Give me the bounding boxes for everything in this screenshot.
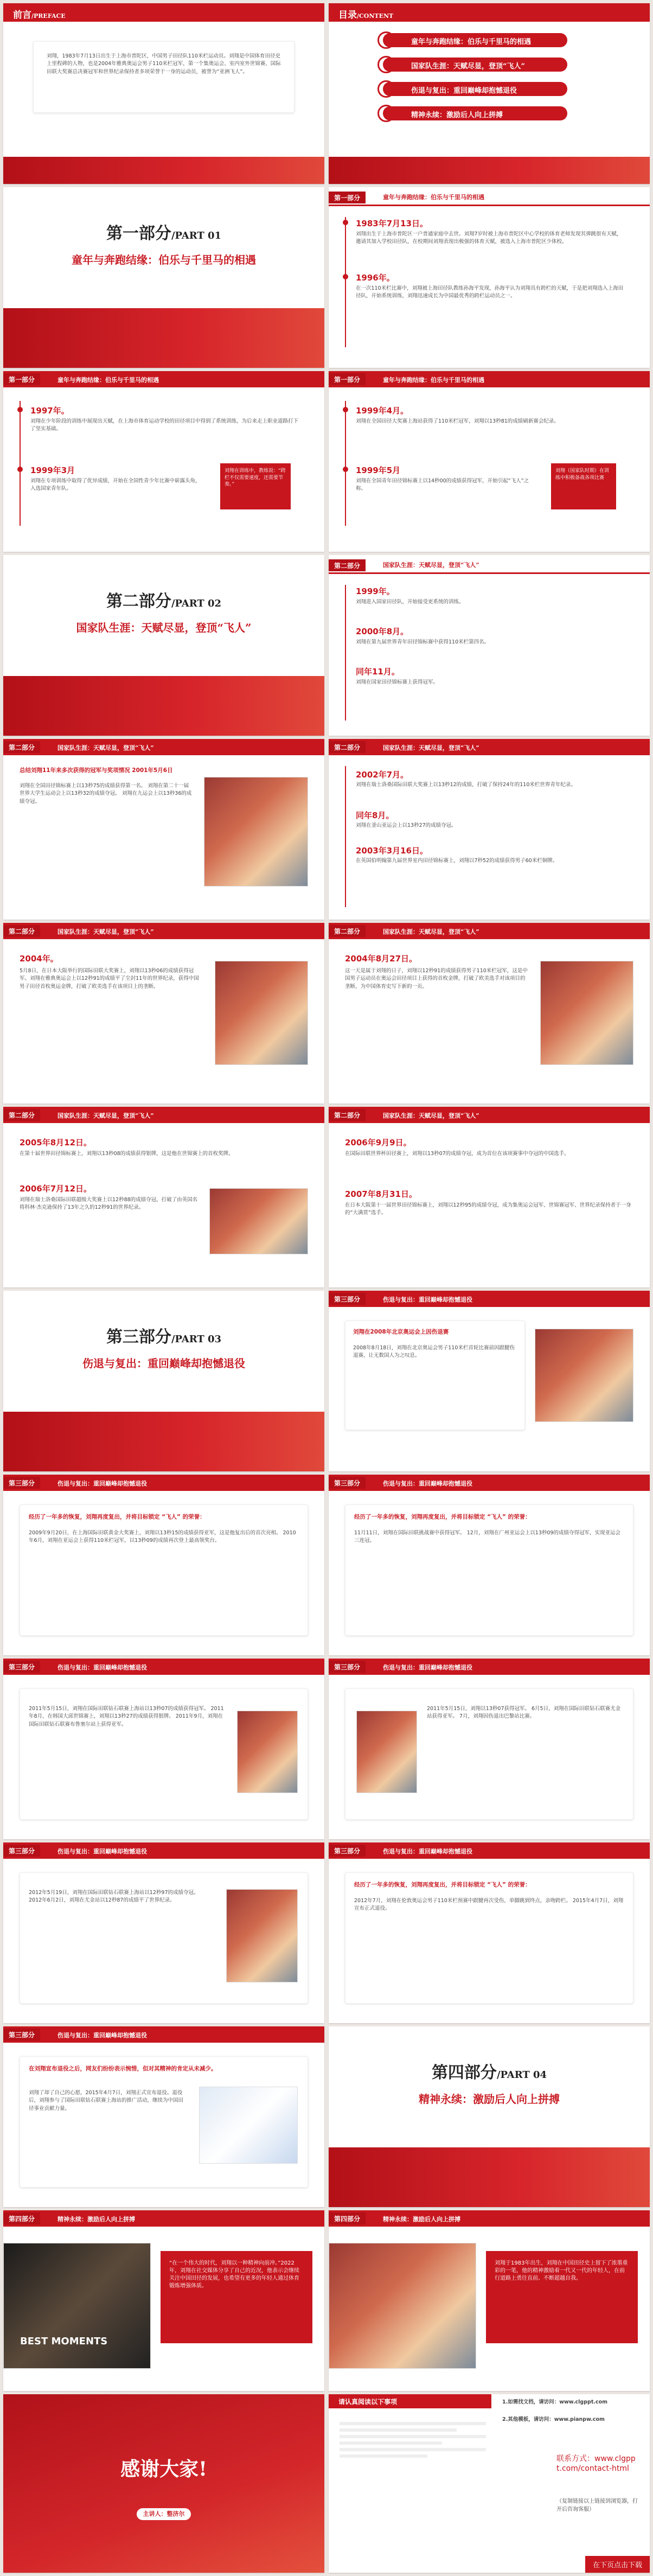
timeline-year: 1983年7月13日。	[356, 219, 428, 228]
section-tag: 第二部分	[329, 1109, 366, 1121]
timeline-year: 1999年。	[356, 586, 395, 596]
preface-title: 前言	[13, 10, 31, 21]
timeline-dot	[17, 467, 23, 472]
card-heading: 经历了一年多的恢复，刘翔再度复出，并将目标锁定 “飞人” 的荣誉：	[354, 1882, 531, 1888]
section-tag-subtitle: 伤退与复出：重回巅峰却抱憾退役	[383, 1848, 472, 1855]
part2-title-en: /PART 02	[171, 598, 222, 609]
slide-header-bar	[329, 371, 650, 387]
timeline-year: 2005年8月12日。	[20, 1138, 92, 1147]
timeline-line	[345, 585, 346, 720]
part1-subtitle: 童年与奔跑结缘：伯乐与千里马的相遇	[72, 253, 256, 266]
timeline-dot	[343, 467, 348, 472]
timeline-year: 2004年8月27日。	[345, 954, 418, 964]
presenter-badge: 主讲人：整济尔	[137, 2508, 191, 2520]
timeline-year: 同年8月。	[356, 811, 394, 820]
card-text: 2009年9月20日，在上海国际田联黄金大奖赛上，刘翔以13秒15的成绩获得亚军，这是他复出后的首次亮相。 2010年6月，刘翔在亚运会上获得110米栏冠军，以13秒09的成绩再次登上最高领奖台。	[29, 1530, 296, 1544]
timeline-dot	[343, 220, 348, 225]
section-tag-subtitle: 国家队生涯：天赋尽显，登顶“飞人”	[383, 744, 479, 751]
section-tag-subtitle: 精神永续：激励后人向上拼搏	[383, 2216, 460, 2223]
section-tag: 第二部分	[3, 925, 40, 937]
timeline-year: 2003年3月16日。	[356, 846, 428, 856]
timeline-text: 刘翔在瑞士洛桑国际田联超级大奖赛上以12秒88的成绩夺冠，打破了由英国名将科林·杰克逊保持了13年之久的12秒91的世界纪录。	[20, 1197, 198, 1211]
card-text: 11月11日，刘翔在国际田联挑战赛中获得冠军。 12月，刘翔在广州亚运会上以13秒09的成绩夺得冠军，实现亚运会三连冠。	[354, 1530, 620, 1544]
champion-photo	[540, 961, 633, 1065]
section-tag: 第三部分	[3, 2029, 40, 2041]
instructions-header: 请认真阅读以下事项	[338, 2398, 398, 2406]
section-tag-subtitle: 国家队生涯：天赋尽显，登顶“飞人”	[57, 928, 154, 935]
slide-header-bar	[3, 1659, 324, 1675]
timeline-text: 刘翔在全国青年田径锦标赛上以14秒00的成绩获得冠军，开始引起“飞人”之称。	[356, 478, 529, 492]
slide-part2-s6	[3, 1107, 324, 1287]
timeline-text: 刘翔在少年阶段的训练中展现出天赋，在上海市体育运动学校的田径项目中得到了系统训练，为后来走上职业道路打下了坚实基础。	[30, 418, 299, 432]
timeline-text: 刘翔在专项训练中取得了优异成绩，开始在全国性青少年比赛中崭露头角，入选国家青年队。	[30, 478, 201, 492]
toc-item[interactable]: 伤退与复出：重回巅峰却抱憾退役	[383, 82, 567, 96]
timeline-year: 1999年4月。	[356, 406, 409, 416]
timeline-year: 1997年。	[30, 406, 69, 416]
timeline-year: 2006年9月9日。	[345, 1138, 412, 1147]
part1-title: 第一部分	[106, 224, 171, 243]
decorative-band	[3, 157, 324, 184]
race-photo	[226, 1889, 298, 1982]
card-text: 2012年5月19日，刘翔在国际田联钻石联赛上海站以12秒97的成绩夺冠。 2012年6月2日，刘翔在尤金站以12秒87的成绩平了世界纪录。	[29, 1890, 199, 1904]
slide-part2-s1	[329, 555, 650, 736]
part4-title: 第四部分	[431, 2063, 497, 2082]
slide-part2-s7	[329, 1107, 650, 1287]
toc-item[interactable]: 国家队生涯：天赋尽显，登顶“飞人”	[383, 58, 567, 72]
card-text: 2012年7月，刘翔在伦敦奥运会男子110米栏预赛中跟腱再次受伤，单脚跳到终点，亲吻跨栏。 2015年4月7日，刘翔宣布正式退役。	[354, 1898, 624, 1912]
thanks-background	[3, 2394, 324, 2573]
toc-item[interactable]: 精神永续：激励后人向上拼搏	[383, 106, 567, 120]
section-tag: 第一部分	[329, 373, 366, 385]
news-screenshot	[199, 2087, 298, 2164]
content-card	[345, 1321, 525, 1430]
section-tag-subtitle: 伤退与复出：重回巅峰却抱憾退役	[57, 1848, 147, 1855]
section-tag: 第三部分	[3, 1661, 40, 1673]
card-heading: 刘翔在2008年北京奥运会上因伤退赛	[353, 1329, 449, 1335]
link-find-docs[interactable]: 1.如需找文档，请访问：www.clgppt.com	[502, 2399, 608, 2405]
timeline-year: 2006年7月12日。	[20, 1184, 92, 1194]
slide-header-bar	[3, 2026, 324, 2043]
quote-box: 刘翔在训练中，教练说：“跨栏不仅需要速度，还需要节奏。”	[220, 463, 291, 509]
content-card	[20, 1872, 308, 2004]
slide-part3-s1	[329, 1291, 650, 1471]
section-tag: 第三部分	[3, 1845, 40, 1857]
section-tag: 第三部分	[329, 1477, 366, 1489]
slide-part2-s3	[329, 739, 650, 920]
slide-part4-s1	[3, 2210, 324, 2391]
slide-part3-s8	[3, 2026, 324, 2207]
section-tag-subtitle: 国家队生涯：天赋尽显，登顶“飞人”	[383, 928, 479, 935]
header-line	[329, 205, 650, 206]
slide-part2-cover	[3, 555, 324, 736]
timeline-line	[345, 766, 346, 907]
section-tag: 第四部分	[329, 2212, 366, 2224]
timeline-text: 在日本大阪第十一届世界田径锦标赛上，刘翔以12秒95的成绩夺冠，成为集奥运会冠军、世锦赛冠军、世界纪录保持者于一身的“大满贯”选手。	[345, 1202, 631, 1216]
slide-header-bar	[3, 923, 324, 939]
section-tag-subtitle: 童年与奔跑结缘：伯乐与千里马的相遇	[383, 194, 484, 201]
link-templates[interactable]: 2.其他模板，请访问：www.pianpw.com	[502, 2416, 605, 2422]
section-tag-subtitle: 国家队生涯：天赋尽显，登顶“飞人”	[57, 744, 154, 751]
card-text: 2011年5月15日，刘翔以13秒07获得冠军。 6月5日，刘翔在国际田联钻石联赛尤金站获得亚军。 7月，刘翔因伤退出巴黎站比赛。	[427, 1706, 621, 1720]
section-tag: 第三部分	[329, 1661, 366, 1673]
slide-part3-s3	[329, 1475, 650, 1655]
contact-link[interactable]: 联系方式：www.clgppt.com/contact-html	[556, 2454, 636, 2473]
slide-header-bar	[3, 1475, 324, 1491]
section-tag-subtitle: 国家队生涯：天赋尽显，登顶“飞人”	[383, 1112, 479, 1119]
timeline-text: 在一次110米栏比赛中，刘翔被上海田径队教练孙海平发现，孙海平认为刘翔具有跨栏的天赋，于是把刘翔选入上海田径队，开始系统训练，刘翔迅速成长为中国最优秀的跨栏运动员之一。	[356, 285, 624, 299]
card-text: 2011年5月15日，刘翔在国际田联钻石联赛上海站以13秒07的成绩获得冠军。 2011年8月，在韩国大邱世锦赛上，刘翔以13秒27的成绩获得银牌。 2011年9月，刘翔在国际田联钻石联赛布鲁塞尔站上获得亚军。	[29, 1706, 224, 1727]
slide-header-bar	[329, 1842, 650, 1859]
quote-box: 刘翔（国家队时期）在训练中积极备战各项比赛	[551, 463, 616, 509]
section-tag: 第二部分	[329, 741, 366, 753]
timeline-text: 在英国伯明翰第九届世界室内田径锦标赛上，刘翔以7秒52的成绩获得男子60米栏铜牌。	[356, 858, 558, 864]
toc-item[interactable]: 童年与奔跑结缘：伯乐与千里马的相遇	[383, 33, 567, 47]
section-tag-subtitle: 伤退与复出：重回巅峰却抱憾退役	[57, 2032, 147, 2039]
section-tag-subtitle: 精神永续：激励后人向上拼搏	[57, 2216, 135, 2223]
part3-title-en: /PART 03	[171, 1334, 222, 1345]
timeline-dot	[343, 407, 348, 412]
injury-photo	[535, 1329, 633, 1422]
slide-header-bar	[3, 371, 324, 387]
section-tag: 第二部分	[329, 559, 366, 571]
instructions-body	[340, 2419, 486, 2461]
slide-part3-s4	[3, 1659, 324, 1839]
card-text: 2008年8月18日，刘翔在北京奥运会男子110米栏首轮比赛前因跟腱伤退赛，让无数国人为之叹息。	[353, 1345, 515, 1359]
photo-caption: BEST MOMENTS	[20, 2336, 108, 2347]
slide-header-bar	[329, 2210, 650, 2227]
decorative-band	[329, 157, 650, 184]
quote-box: “在一个伟大的时代，刘翔以一种精神向前冲。”2022年，刘翔在社交媒体分享了自己的近况，他表示会继续关注中国田径的发展，也希望有更多的年轻人通过体育锻炼增强体质。	[161, 2251, 312, 2343]
part4-title-en: /PART 04	[496, 2069, 547, 2081]
quote-box: 刘翔于1983年出生，刘翔在中国田径史上留下了浓墨重彩的一笔，他的精神激励着一代又一代的年轻人，在前行道路上勇往直前、不断超越自我。	[486, 2251, 638, 2343]
section-text: 5月8日，在日本大阪举行的国际田联大奖赛上，刘翔以13秒06的成绩获得冠军。刘翔在雅典奥运会上以12秒91的成绩平了尘封11年的世界纪录，获得中国男子田径首枚奥运金牌，打破了欧美选手在该项目上的垄断。	[20, 968, 199, 990]
slide-part2-s5	[329, 923, 650, 1104]
timeline-year: 1999年5月	[356, 466, 401, 475]
section-tag: 第三部分	[329, 1293, 366, 1305]
slide-header-bar	[329, 3, 650, 22]
slide-header-bar	[329, 923, 650, 939]
slide-part1-s3	[329, 371, 650, 552]
timeline-text: 刘翔在瑞士洛桑国际田联大奖赛上以13秒12的成绩，打破了保持24年的110米栏世界青年纪录。	[356, 782, 576, 788]
section-tag-subtitle: 国家队生涯：天赋尽显，登顶“飞人”	[57, 1112, 154, 1119]
timeline-year: 同年11月。	[356, 667, 400, 677]
timeline-year: 2000年8月。	[356, 627, 409, 636]
slide-part4-s2	[329, 2210, 650, 2391]
section-tag-subtitle: 伤退与复出：重回巅峰却抱憾退役	[383, 1480, 472, 1487]
slide-header-bar	[329, 739, 650, 755]
slide-part3-s5	[329, 1659, 650, 1839]
content-card	[20, 2056, 308, 2188]
decorative-band	[3, 1412, 324, 1471]
preface-card	[33, 41, 295, 113]
content-card	[345, 1872, 633, 2004]
card-text: 刘翔了却了自己的心愿，2015年4月7日，刘翔正式宣布退役。退役后，刘翔参与了国际田联钻石联赛上海站的推广活动，继续为中国田径事业贡献力量。	[29, 2090, 184, 2112]
slide-contents	[329, 3, 650, 184]
part2-title: 第二部分	[106, 592, 171, 611]
section-tag: 第三部分	[329, 1845, 366, 1857]
slide-part2-s2	[3, 739, 324, 920]
timeline-text: 刘翔进入国家田径队，开始接受更系统的训练。	[356, 599, 464, 605]
part1-title-en: /PART 01	[171, 230, 222, 241]
slide-part1-s1	[329, 187, 650, 368]
hurdle-photo	[329, 2243, 476, 2369]
section-tag-subtitle: 童年与奔跑结缘：伯乐与千里马的相遇	[383, 377, 484, 384]
decorative-band	[329, 2147, 650, 2207]
slide-preface	[3, 3, 324, 184]
card-heading: 经历了一年多的恢复，刘翔再度复出，并将目标锁定 “飞人” 的荣誉：	[29, 1514, 206, 1520]
content-card	[345, 1688, 633, 1820]
slide-header-bar	[329, 1291, 650, 1307]
timeline-text: 刘翔在全国田径大奖赛上海站获得了110米栏冠军，刘翔以13秒81的成绩刷新赛会纪录。	[356, 418, 559, 424]
contents-title: 目录	[338, 10, 357, 21]
scoreboard-photo	[209, 1188, 308, 1254]
slide-part3-s2	[3, 1475, 324, 1655]
section-tag: 第三部分	[3, 1477, 40, 1489]
slide-header-bar	[329, 2394, 491, 2408]
contents-title-en: /CONTENT	[357, 12, 394, 20]
slide-part3-s7	[329, 1842, 650, 2023]
timeline-text: 在第十届世界田径锦标赛上，刘翔以13秒08的成绩获得银牌，这是他在世锦赛上的首枚奖牌。	[20, 1151, 234, 1157]
card-heading: 经历了一年多的恢复，刘翔再度复出，并将目标锁定 “飞人” 的荣誉：	[354, 1514, 531, 1520]
timeline-year: 1996年。	[356, 273, 395, 283]
timeline-line	[345, 217, 346, 347]
section-text: 这一天是属于刘翔的日子，刘翔以12秒91的成绩获得男子110米栏冠军，这是中国男子运动员在奥运会田径项目上获得的首枚金牌，打破了欧美选手对该项目的垄断，为中国体育史写下新的一页。	[345, 968, 528, 990]
timeline-text: 刘翔在第九届世界青年田径锦标赛中获得110米栏第四名。	[356, 639, 490, 645]
slide-header-bar	[3, 739, 324, 755]
card-heading: 在刘翔宣布退役之后，网友们纷纷表示惋惜，但对其精神的肯定从未减少。	[29, 2065, 217, 2072]
section-tag-subtitle: 伤退与复出：重回巅峰却抱憾退役	[383, 1296, 472, 1303]
contact-note: （复制链接以上链接到浏览器，打开后咨询客服）	[556, 2498, 638, 2513]
part2-subtitle: 国家队生涯：天赋尽显，登顶“飞人”	[76, 621, 252, 634]
section-tag-subtitle: 伤退与复出：重回巅峰却抱憾退役	[383, 1664, 472, 1671]
header-line	[329, 572, 650, 574]
section-tag: 第二部分	[329, 925, 366, 937]
runner-photo	[356, 1711, 417, 1793]
section-tag-subtitle: 童年与奔跑结缘：伯乐与千里马的相遇	[57, 377, 159, 384]
slide-header-bar	[3, 2210, 324, 2227]
slide-header-bar	[3, 1842, 324, 1859]
timeline-year: 2004年。	[20, 954, 59, 964]
slide-part3-cover	[3, 1291, 324, 1471]
runner-photo	[237, 1711, 298, 1793]
part3-subtitle: 伤退与复出：重回巅峰却抱憾退役	[82, 1357, 245, 1370]
slide-part4-cover	[329, 2026, 650, 2207]
download-next-page[interactable]: 在下页点击下载	[585, 2556, 650, 2573]
section-tag-subtitle: 伤退与复出：重回巅峰却抱憾退役	[57, 1664, 147, 1671]
timeline-text: 在国际田联世界杯田径赛上，刘翔以13秒07的成绩夺冠，成为首位在该项赛事中夺冠的中国选手。	[345, 1151, 569, 1157]
section-tag: 第二部分	[3, 1109, 40, 1121]
section-heading: 总结刘翔11年来多次获得的冠军与奖项情况 2001年5月6日	[20, 767, 173, 774]
best-moments-photo	[3, 2243, 151, 2369]
timeline-year: 1999年3月	[30, 466, 75, 475]
section-tag-subtitle: 国家队生涯：天赋尽显，登顶“飞人”	[383, 562, 479, 569]
slide-part3-s6	[3, 1842, 324, 2023]
part3-title: 第三部分	[106, 1328, 171, 1347]
thanks-title: 感谢大家!	[120, 2458, 207, 2481]
hurdle-race-photo	[204, 777, 308, 887]
slide-header-bar	[329, 1107, 650, 1123]
timeline-year: 2002年7月。	[356, 770, 409, 780]
timeline-text: 刘翔在国家田径锦标赛上获得冠军。	[356, 679, 439, 685]
slide-instructions	[329, 2394, 650, 2573]
slide-thanks	[3, 2394, 324, 2573]
section-tag-subtitle: 伤退与复出：重回巅峰却抱憾退役	[57, 1480, 147, 1487]
slide-part1-cover	[3, 187, 324, 368]
preface-title-en: /PREFACE	[31, 12, 66, 20]
content-card	[20, 1688, 308, 1820]
timeline-dot	[17, 407, 23, 412]
decorative-band	[3, 676, 324, 736]
decorative-band	[3, 308, 324, 368]
slide-header-bar	[3, 3, 324, 22]
slide-header-bar	[329, 1475, 650, 1491]
timeline-dot	[343, 274, 348, 279]
preface-body: 刘翔，1983年7月13日出生于上海市普陀区，中国男子田径队110米栏运动员。刘翔是中国体育田径史上里程碑的人物，也是2004年雅典奥运会男子110米栏冠军，第一个集奥运会、室内室外世锦赛、国际田联大奖赛总决赛冠军和世界纪录保持者多项荣誉于一身的运动员，被誉为“亚洲飞人”。	[47, 53, 281, 75]
section-tag: 第四部分	[3, 2212, 40, 2224]
content-card	[20, 1504, 308, 1636]
content-card	[345, 1504, 633, 1636]
timeline-year: 2007年8月31日。	[345, 1189, 418, 1199]
section-tag: 第一部分	[329, 192, 366, 203]
section-text: 刘翔在全国田径锦标赛上以13秒75的成绩获得第一名。 刘翔在第二十一届世界大学生运动会上以13秒32的成绩夺冠。 刘翔在九运会上以13秒36的成绩夺冠。	[20, 783, 192, 805]
part4-subtitle: 精神永续：激励后人向上拼搏	[419, 2093, 560, 2106]
timeline-line	[20, 401, 21, 526]
timeline-line	[345, 401, 346, 526]
athlete-photo	[215, 961, 308, 1065]
section-tag: 第一部分	[3, 373, 40, 385]
slide-part1-s2	[3, 371, 324, 552]
section-tag: 第二部分	[3, 741, 40, 753]
slide-header-bar	[329, 1659, 650, 1675]
timeline-text: 刘翔出生于上海市普陀区一户普通家庭中去世。刘翔7岁时被上海市普陀区中心学校的体育老师发现其弹跳很有天赋，邀请其加入学校田径队，在校期间刘翔表现出极强的体育天赋，被选入上海市普陀区少体校。	[356, 231, 622, 245]
timeline-text: 刘翔在釜山亚运会上以13秒27的成绩夺冠。	[356, 822, 457, 828]
slide-part2-s4	[3, 923, 324, 1104]
slide-header-bar	[3, 1107, 324, 1123]
